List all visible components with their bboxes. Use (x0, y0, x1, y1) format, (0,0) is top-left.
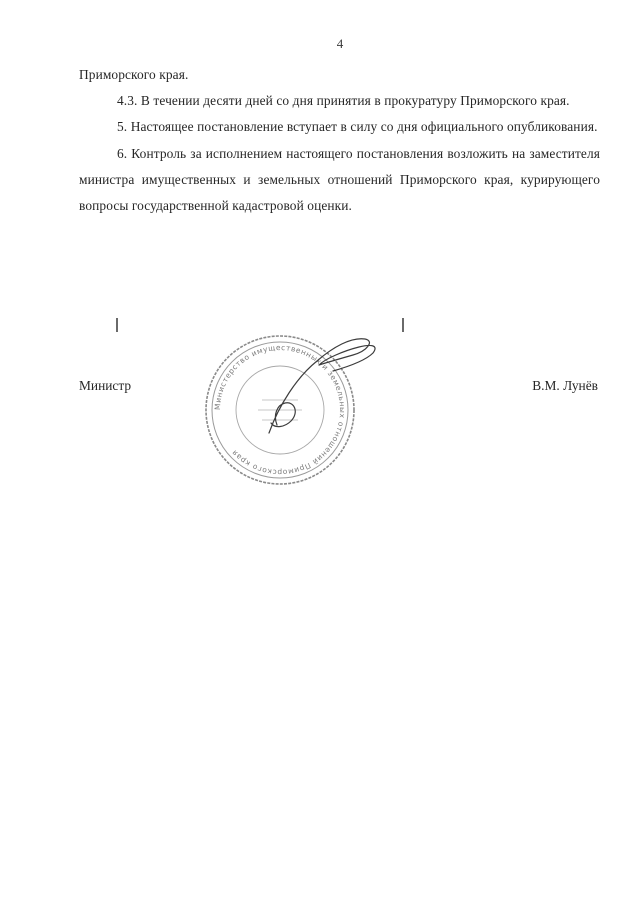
paragraph-4-3: 4.3. В течении десяти дней со дня принятия в прокуратуру Приморского края. (117, 93, 570, 109)
document-body (79, 62, 600, 219)
paragraph-5: 5. Настоящее постановление вступает в силу со дня официального опубликования. (117, 119, 598, 135)
page-number: 4 (336, 36, 344, 51)
handwritten-signature (255, 325, 385, 445)
signatory-name: В.М. Лунёв (532, 378, 598, 393)
signature-marker-left (116, 318, 118, 332)
seal-text: Министерство имущественных и земельных отношений Приморского края (212, 342, 348, 478)
paragraph-continuation: Приморского края. (79, 67, 189, 82)
signatory-role: Министр (79, 378, 132, 393)
signature-marker-right (402, 318, 404, 332)
paragraph-6: 6. Контроль за исполнением настоящего постановления возложить на заместителя министра имущественных и земельных отношений Приморского края, курирующего вопросы государственной кадастровой оценки. (79, 145, 600, 214)
